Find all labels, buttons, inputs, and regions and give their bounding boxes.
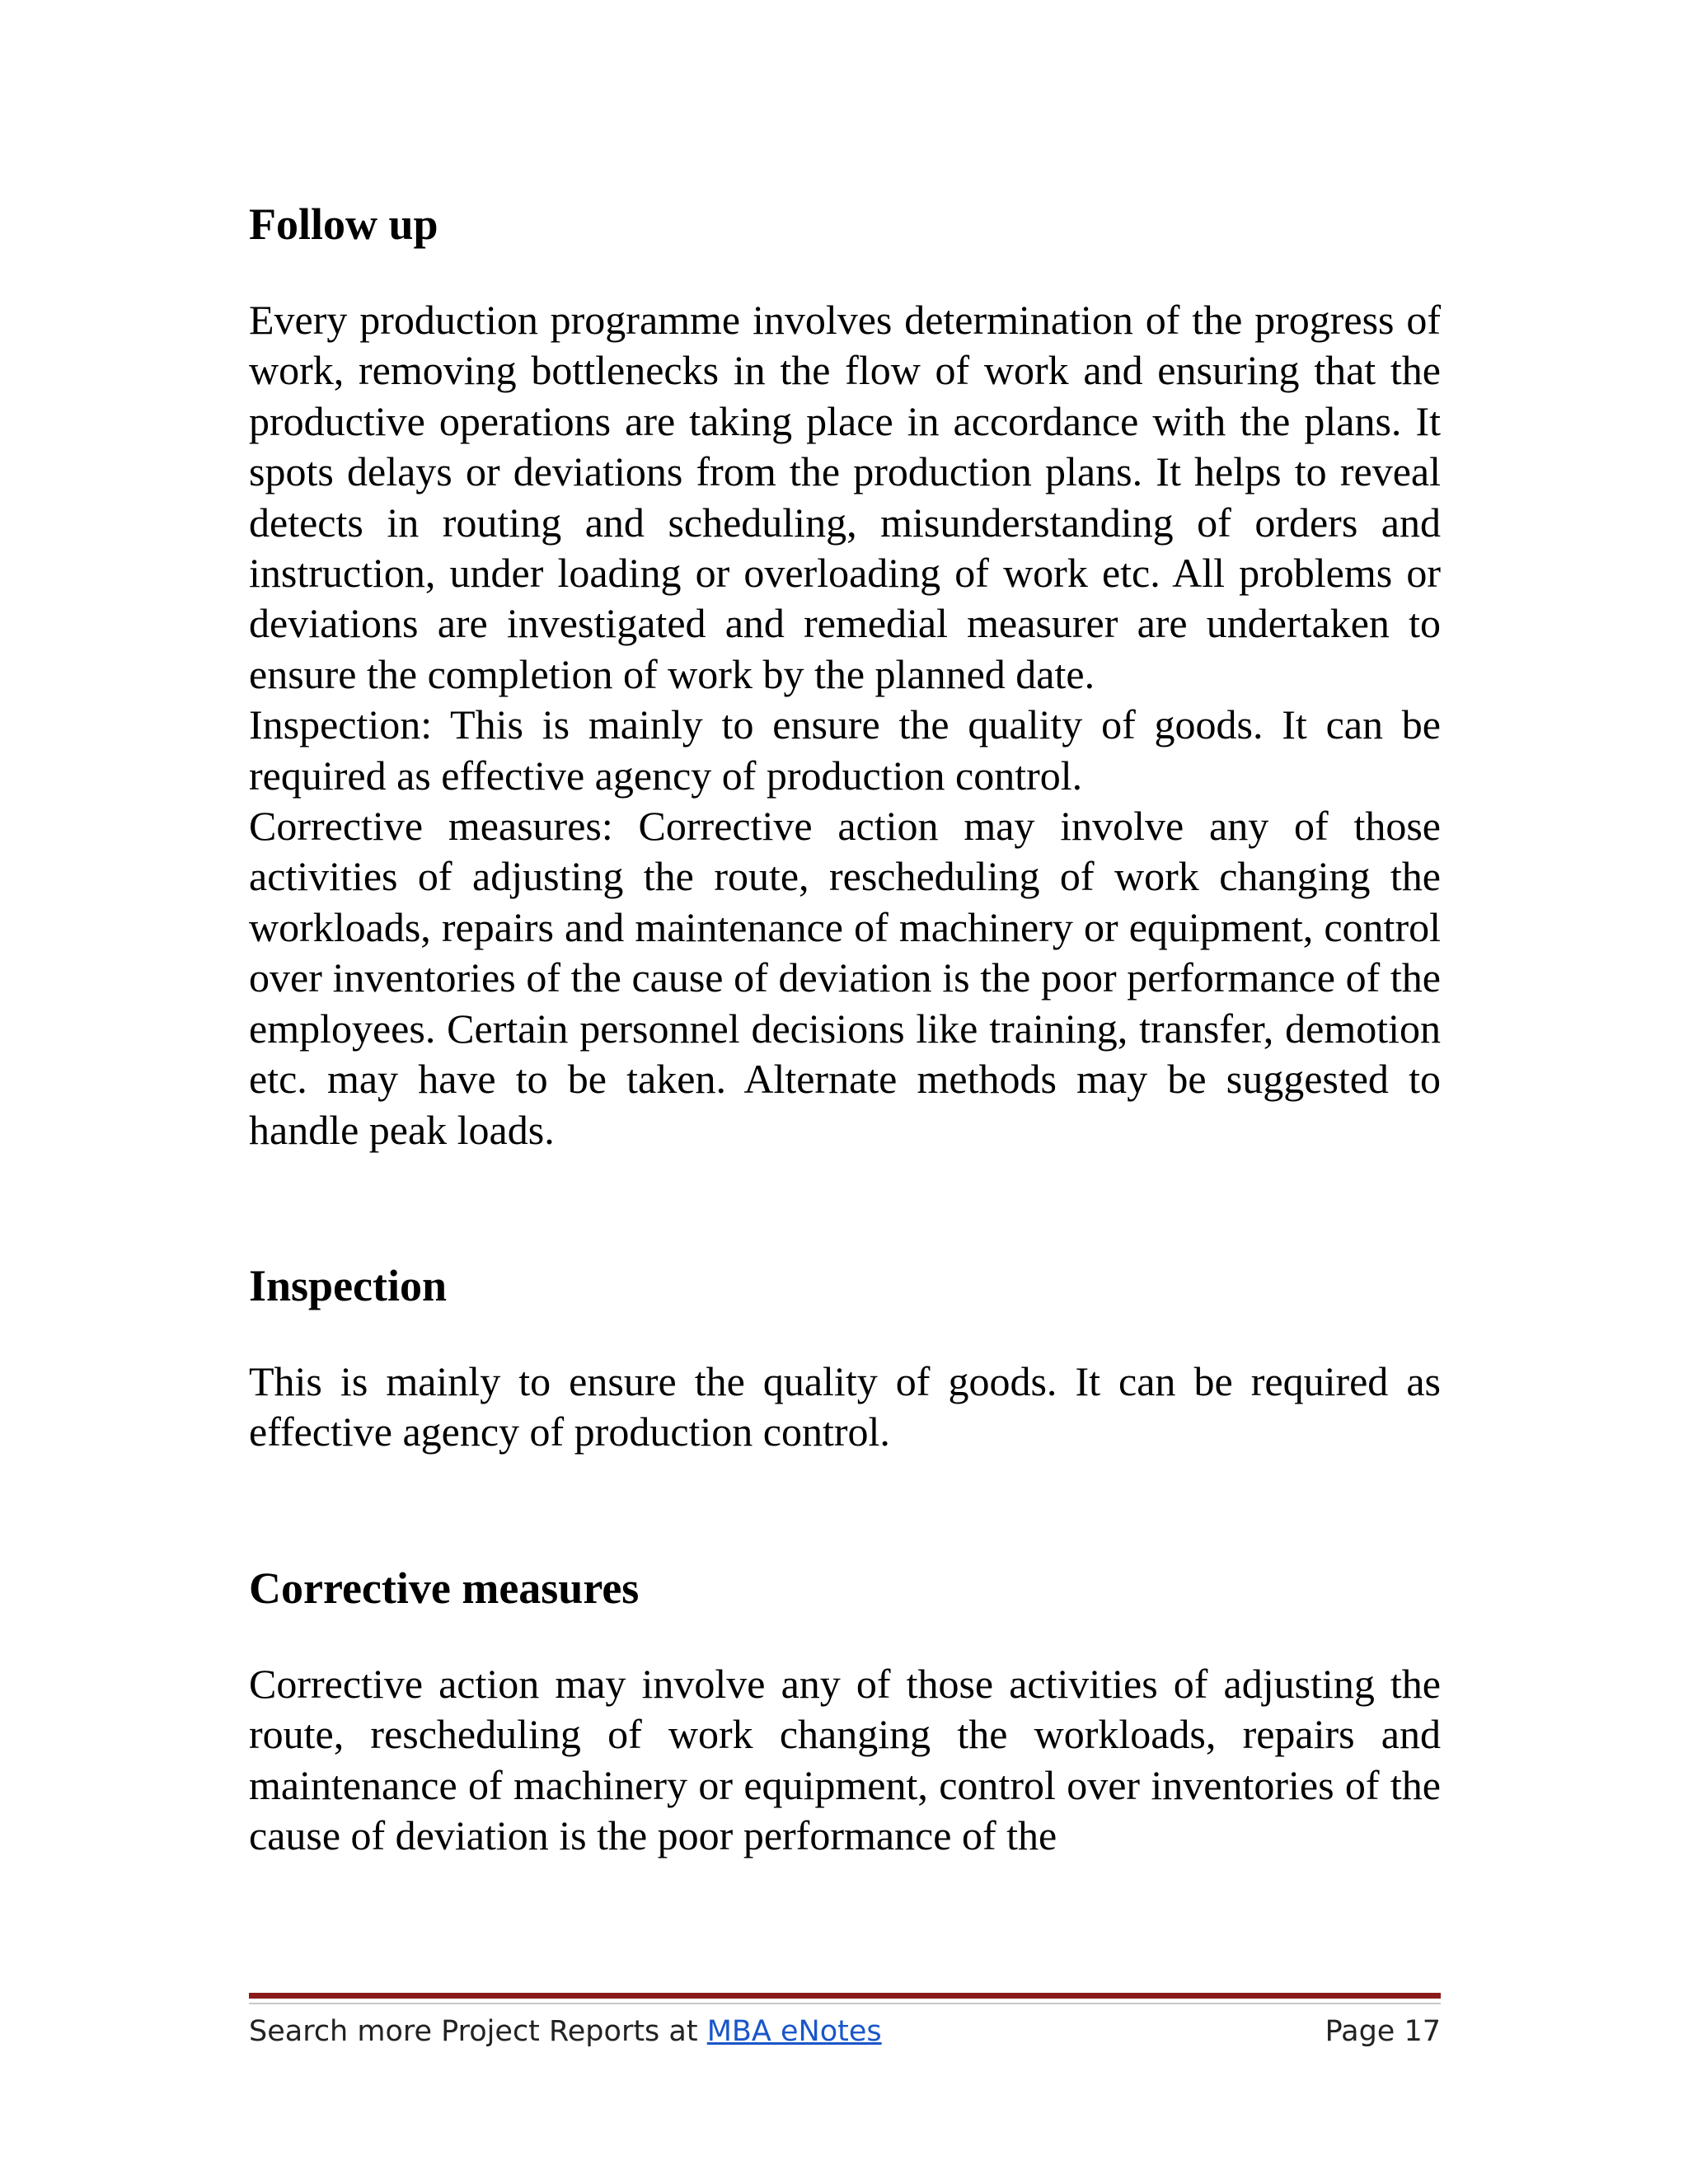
page-number: Page 17 — [1325, 2015, 1441, 2048]
heading-follow-up: Follow up — [249, 199, 438, 249]
footer-divider-thin — [249, 2003, 1441, 2004]
paragraph-corrective-measures: Corrective action may involve any of those activities of adjusting the route, rescheduling of work changing the workloads, repairs and maintenance of machinery or equipment, control over inventories of the cause of deviation is the poor performance of the — [249, 1660, 1441, 1858]
paragraph-follow-up-inspection: Inspection: This is mainly to ensure the quality of goods. It can be required as effective agency of production control. — [249, 701, 1441, 799]
footer-left — [249, 2011, 882, 2052]
page-footer — [249, 2011, 1441, 2052]
heading-corrective-measures: Corrective measures — [249, 1563, 640, 1613]
heading-inspection: Inspection — [249, 1260, 448, 1310]
paragraph-follow-up: Every production programme involves determination of the progress of work, removing bottlenecks in the flow of work and ensuring that the productive operations are taking place in accordance with the plans. It spots delays or deviations from the production plans. It helps to reveal detects in routing and scheduling, misunderstanding of orders and instruction, under loading or overloading of work etc. All problems or deviations are investigated and remedial measurer are undertaken to ensure the completion of work by the planned date. — [249, 297, 1441, 697]
footer-prefix-text: Search more Project Reports at — [249, 2015, 707, 2048]
mba-enotes-link[interactable]: MBA eNotes — [706, 2015, 882, 2048]
paragraph-follow-up-corrective: Corrective measures: Corrective action may involve any of those activities of adjusting the route, rescheduling of work changing the workloads, repairs and maintenance of machinery or equipment, control over inventories of the cause of deviation is the poor performance of the employees. Certain personnel decisions like training, transfer, demotion etc. may have to be taken. Alternate methods may be suggested to handle peak loads. — [249, 803, 1441, 1153]
paragraph-inspection: This is mainly to ensure the quality of goods. It can be required as effective agency of production control. — [249, 1357, 1441, 1455]
page-content — [249, 191, 1441, 1861]
footer-divider — [249, 1993, 1441, 1999]
